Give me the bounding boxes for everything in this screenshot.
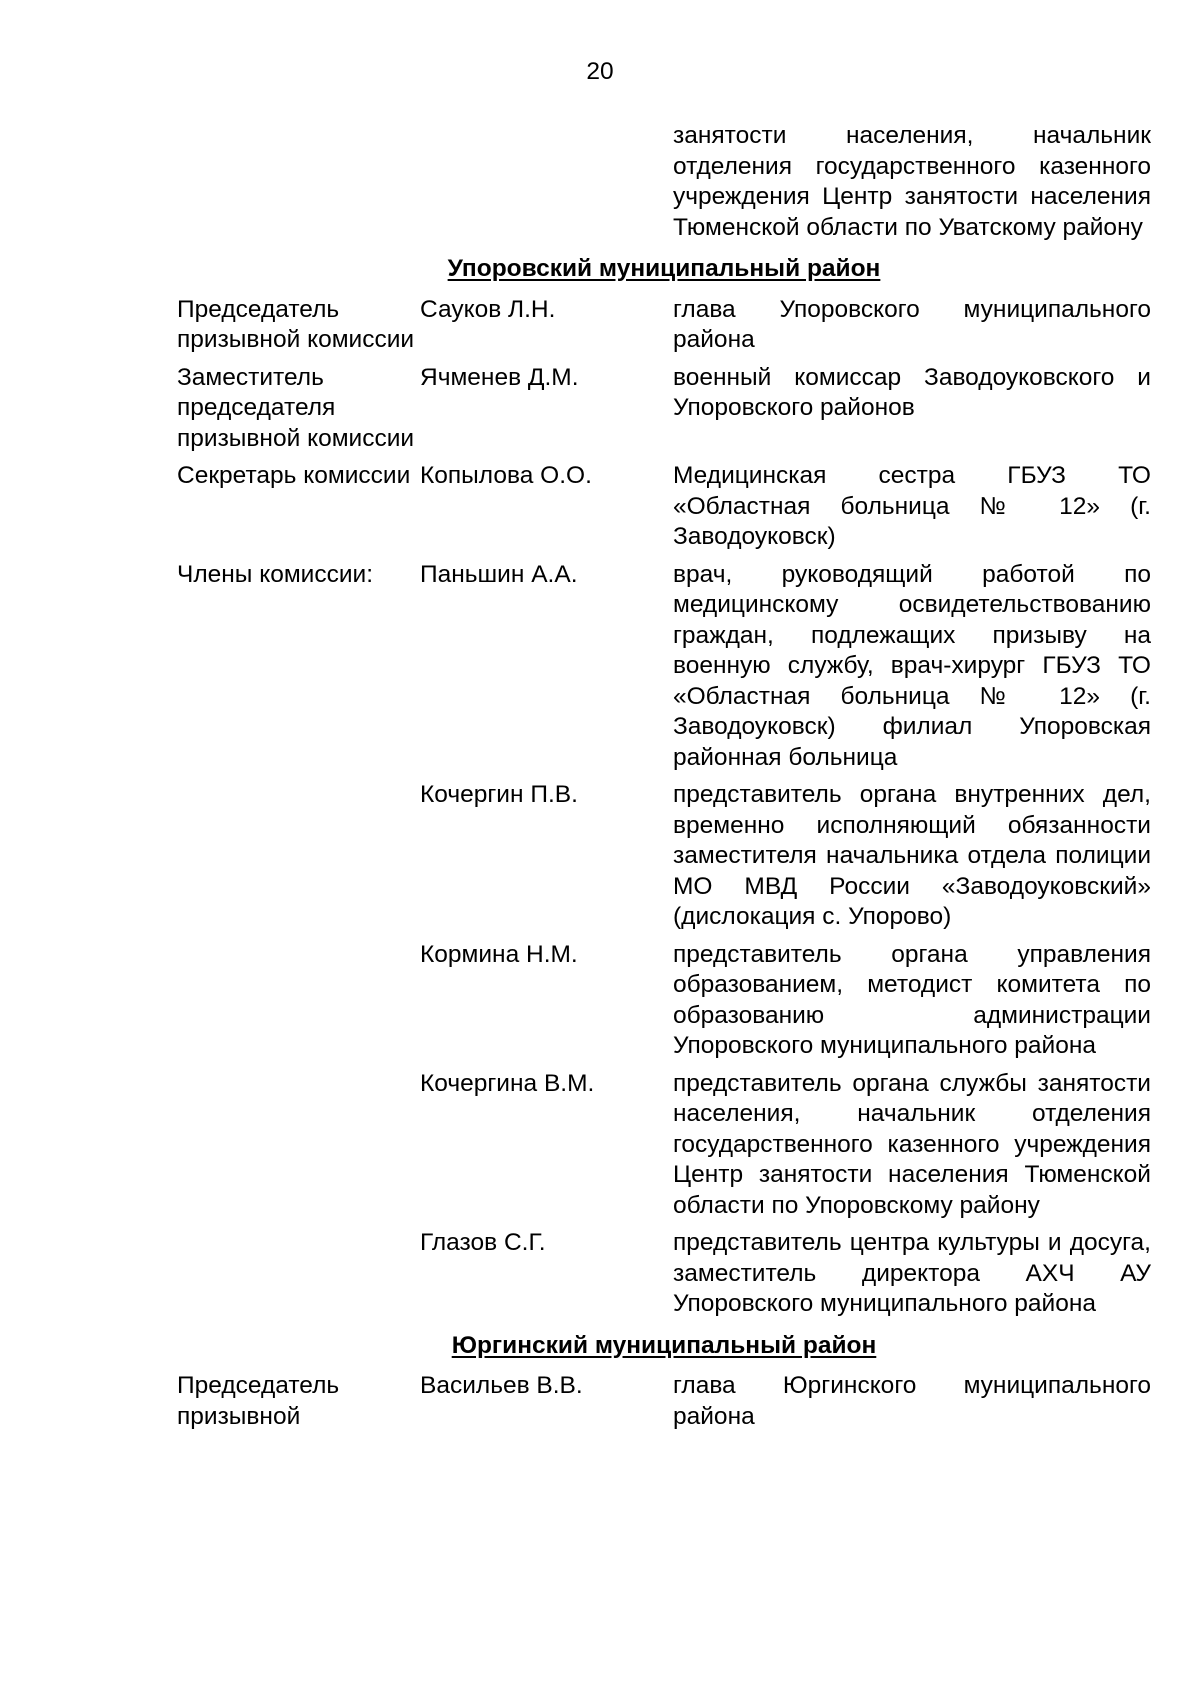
name-cell: Сауков Л.Н. — [420, 295, 556, 323]
continuation-row — [177, 121, 1151, 243]
description-cell: представитель органа службы занятости населения, начальник отделения государственного казенного учреждения Центр занятости населения Тюменской области по Упоровскому району — [673, 1069, 1151, 1219]
description-cell: представитель центра культуры и досуга, заместитель директора АХЧ АУ Упоровского муниципального района — [673, 1229, 1151, 1317]
page-number: 20 — [586, 58, 614, 85]
name-cell: Кормина Н.М. — [420, 940, 578, 968]
member-row — [177, 363, 1151, 455]
member-row — [177, 1228, 1151, 1320]
role-cell: Члены комиссии: — [177, 560, 374, 588]
description-cell: занятости населения, начальник отделения государственного казенного учреждения Центр занятости населения Тюменской области по Уватскому району — [673, 122, 1151, 241]
member-row — [177, 560, 1151, 774]
section-heading-yurginsky: Юргинский муниципальный район — [451, 1331, 877, 1359]
description-cell: военный комиссар Заводоуковского и Упоровского районов — [673, 363, 1151, 421]
member-row — [177, 1069, 1151, 1222]
member-row — [177, 1371, 1151, 1432]
description-cell: глава Юргинского муниципального района — [673, 1372, 1151, 1430]
name-cell: Копылова О.О. — [420, 462, 592, 489]
description-cell: представитель органа управления образованием, методист комитета по образованию администрации Упоровского муниципального района — [673, 940, 1151, 1059]
role-cell: Секретарь комиссии — [177, 462, 411, 489]
member-row — [177, 780, 1151, 933]
description-cell: представитель органа внутренних дел, временно исполняющий обязанности заместителя начальника отдела полиции МО МВД России «Заводоуковский» (дислокация с. Упорово) — [673, 781, 1151, 930]
name-cell: Глазов С.Г. — [420, 1229, 546, 1256]
name-cell: Кочергина В.М. — [420, 1069, 595, 1097]
role-cell: Председатель призывной — [177, 1372, 340, 1430]
section-heading-uporovsky: Упоровский муниципальный район — [447, 255, 881, 282]
member-row — [177, 461, 1151, 553]
commission-list — [177, 121, 1151, 1439]
description-cell: врач, руководящий работой по медицинскому освидетельствованию граждан, подлежащих призыву на военную службу, врач-хирург ГБУЗ ТО «Областная больница № 12» (г. Заводоуковск) филиал Упоровская районная больница — [673, 560, 1151, 771]
role-cell: Председатель призывной комиссии — [177, 295, 415, 353]
description-cell: Медицинская сестра ГБУЗ ТО «Областная больница № 12» (г. Заводоуковск) — [673, 462, 1151, 550]
description-cell: глава Упоровского муниципального района — [673, 295, 1151, 353]
member-row — [177, 940, 1151, 1062]
name-cell: Васильев В.В. — [420, 1372, 583, 1399]
member-row — [177, 295, 1151, 356]
role-cell: Заместитель председателя призывной комиссии — [177, 363, 415, 452]
name-cell: Кочергин П.В. — [420, 781, 578, 808]
name-cell: Паньшин А.А. — [420, 560, 578, 588]
name-cell: Ячменев Д.М. — [420, 363, 579, 391]
